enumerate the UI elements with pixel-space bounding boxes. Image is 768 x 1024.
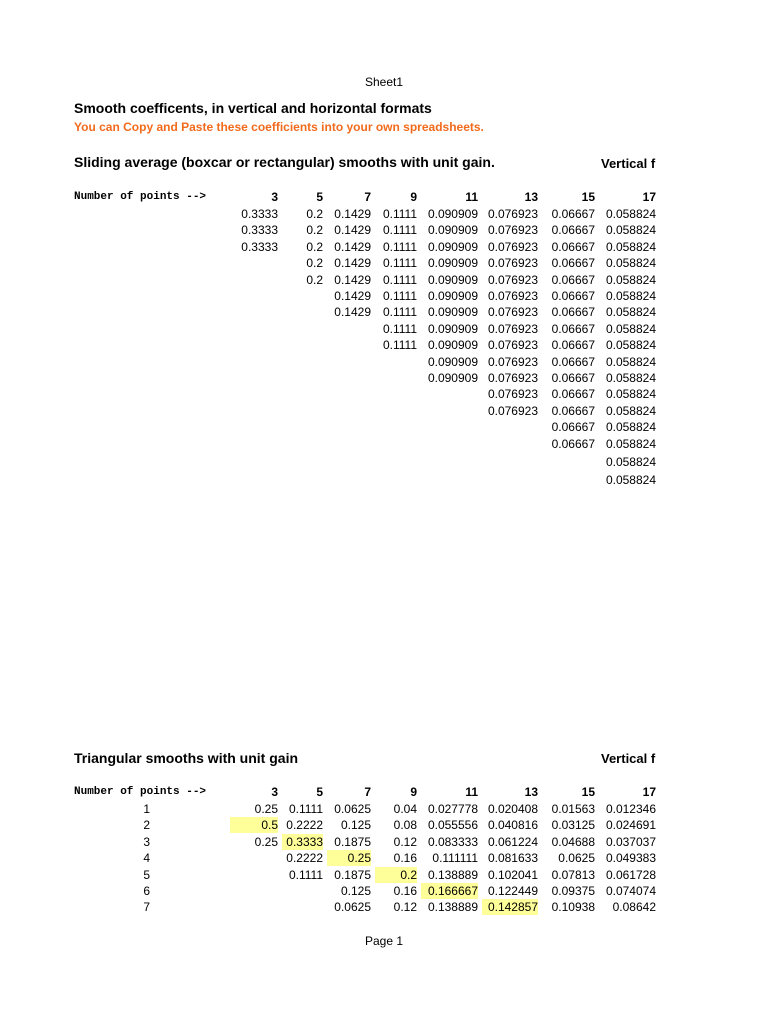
section2-cell: 0.04 xyxy=(393,802,417,816)
section2-cell xyxy=(282,883,323,899)
section1-cell: 0.090909 xyxy=(427,338,478,352)
section2-cell: 0.03125 xyxy=(551,818,595,832)
section2-header-17: 17 xyxy=(642,785,656,799)
section2-cell: 0.024691 xyxy=(605,818,656,832)
section2-cell: 0.01563 xyxy=(551,802,595,816)
section2-cell: 0.0625 xyxy=(334,802,371,816)
sheet-title: Sheet1 xyxy=(364,75,404,89)
section2-row-index: 6 xyxy=(143,884,150,898)
section1-cell: 0.090909 xyxy=(427,371,478,385)
section2-cell: 0.1875 xyxy=(334,868,371,882)
section1-cell: 0.058824 xyxy=(605,355,656,369)
section2-header-11: 11 xyxy=(465,785,478,799)
section1-cell: 0.1111 xyxy=(382,338,417,352)
section1-cell: 0.06667 xyxy=(551,273,595,287)
section1-cell: 0.058824 xyxy=(605,455,656,469)
section2-cell: 0.027778 xyxy=(427,802,478,816)
section1-cell: 0.090909 xyxy=(427,256,478,270)
section1-cell: 0.1111 xyxy=(382,223,417,237)
section2-cell: 0.055556 xyxy=(427,818,478,832)
section1-number-of-points-label: Number of points --> xyxy=(74,191,207,203)
section2-header-5: 5 xyxy=(316,785,323,799)
section1-cell: 0.1111 xyxy=(382,240,417,254)
section1-cell: 0.06667 xyxy=(551,437,595,451)
section2-cell: 0.020408 xyxy=(487,802,538,816)
section2-cell: 0.2222 xyxy=(286,818,323,832)
section1-cell: 0.090909 xyxy=(427,322,478,336)
section1-cell: 0.06667 xyxy=(551,289,595,303)
section1-cell: 0.1429 xyxy=(334,273,371,287)
section2-header-9: 9 xyxy=(410,785,417,799)
section2-vertical-label: Vertical f xyxy=(601,751,656,766)
section1-cell: 0.058824 xyxy=(605,256,656,270)
section1-header-3: 3 xyxy=(271,190,278,204)
section2-cell: 0.125 xyxy=(340,884,371,898)
section1-cell: 0.058824 xyxy=(605,371,656,385)
section2-cell: 0.1111 xyxy=(288,868,323,882)
section2-highlighted-cell: 0.2 xyxy=(375,867,417,883)
section2-highlighted-cell: 0.166667 xyxy=(421,883,478,899)
section2-number-of-points-label: Number of points --> xyxy=(74,786,207,798)
section1-cell: 0.06667 xyxy=(551,404,595,418)
section1-header-11: 11 xyxy=(465,190,478,204)
section2-cell: 0.25 xyxy=(254,802,278,816)
section1-cell: 0.076923 xyxy=(487,289,538,303)
section1-cell: 0.076923 xyxy=(487,256,538,270)
section1-cell: 0.058824 xyxy=(605,207,656,221)
section2-header-13: 13 xyxy=(524,785,538,799)
section2-row-index: 5 xyxy=(143,868,150,882)
page-footer: Page 1 xyxy=(364,934,404,948)
section2-cell xyxy=(230,883,278,899)
section2-row-index: 1 xyxy=(143,802,150,816)
section1-cell: 0.076923 xyxy=(487,338,538,352)
section2-cell: 0.061728 xyxy=(605,868,656,882)
section2-highlighted-cell: 0.25 xyxy=(327,850,371,866)
section1-cell: 0.090909 xyxy=(427,240,478,254)
section2-cell: 0.12 xyxy=(393,900,417,914)
section2-cell: 0.061224 xyxy=(487,835,538,849)
section1-cell: 0.1429 xyxy=(334,223,371,237)
section2-cell: 0.0625 xyxy=(558,851,595,865)
section1-cell: 0.3333 xyxy=(241,223,278,237)
section1-cell: 0.058824 xyxy=(605,437,656,451)
section2-highlighted-cell: 0.142857 xyxy=(482,899,538,915)
section1-cell: 0.1429 xyxy=(334,256,371,270)
section1-cell: 0.090909 xyxy=(427,355,478,369)
section2-cell: 0.040816 xyxy=(487,818,538,832)
main-heading: Smooth coefficents, in vertical and horizontal formats xyxy=(74,100,432,116)
section2-cell xyxy=(230,850,278,866)
section2-cell: 0.111111 xyxy=(432,851,478,865)
section2-row-index: 4 xyxy=(143,851,150,865)
section1-cell: 0.076923 xyxy=(487,223,538,237)
section2-cell: 0.102041 xyxy=(487,868,538,882)
section1-cell: 0.1429 xyxy=(334,207,371,221)
section1-cell: 0.076923 xyxy=(487,371,538,385)
section2-header-3: 3 xyxy=(271,785,278,799)
section1-cell: 0.058824 xyxy=(605,223,656,237)
section1-cell: 0.076923 xyxy=(487,207,538,221)
section1-cell: 0.2 xyxy=(306,223,323,237)
section1-cell: 0.076923 xyxy=(487,305,538,319)
section1-cell: 0.076923 xyxy=(487,273,538,287)
section1-cell: 0.3333 xyxy=(241,240,278,254)
section1-cell: 0.058824 xyxy=(605,289,656,303)
section2-cell xyxy=(230,899,278,915)
section2-cell: 0.04688 xyxy=(551,835,595,849)
section1-cell: 0.058824 xyxy=(605,273,656,287)
section1-cell: 0.1111 xyxy=(382,256,417,270)
section1-cell: 0.2 xyxy=(306,240,323,254)
section2-row-index: 3 xyxy=(143,835,150,849)
section1-cell: 0.058824 xyxy=(605,322,656,336)
section1-heading: Sliding average (boxcar or rectangular) smooths with unit gain. xyxy=(74,154,495,170)
section1-cell: 0.058824 xyxy=(605,240,656,254)
section1-cell: 0.06667 xyxy=(551,305,595,319)
section1-cell: 0.1111 xyxy=(382,305,417,319)
section2-cell: 0.138889 xyxy=(427,868,478,882)
section1-cell: 0.06667 xyxy=(551,240,595,254)
section1-cell: 0.1429 xyxy=(334,240,371,254)
section2-cell: 0.012346 xyxy=(605,802,656,816)
section2-heading: Triangular smooths with unit gain xyxy=(74,750,299,766)
section1-cell: 0.058824 xyxy=(605,404,656,418)
section2-cell: 0.09375 xyxy=(551,884,595,898)
section2-row-index: 7 xyxy=(143,900,150,914)
section1-cell: 0.058824 xyxy=(605,473,656,487)
section1-header-15: 15 xyxy=(581,190,595,204)
section1-cell: 0.2 xyxy=(306,207,323,221)
section2-cell: 0.083333 xyxy=(427,835,478,849)
section1-cell: 0.076923 xyxy=(487,322,538,336)
section1-cell: 0.3333 xyxy=(241,207,278,221)
section2-cell: 0.0625 xyxy=(334,900,371,914)
section2-row-index: 2 xyxy=(143,818,150,832)
section1-cell: 0.1111 xyxy=(382,322,417,336)
section2-cell: 0.081633 xyxy=(487,851,538,865)
section2-cell: 0.25 xyxy=(254,835,278,849)
section2-cell: 0.16 xyxy=(393,851,417,865)
section1-cell: 0.1111 xyxy=(382,289,417,303)
section1-vertical-label: Vertical f xyxy=(601,156,656,171)
section1-cell: 0.090909 xyxy=(427,305,478,319)
section1-cell: 0.090909 xyxy=(427,223,478,237)
section1-cell: 0.1111 xyxy=(382,207,417,221)
section1-cell: 0.06667 xyxy=(551,223,595,237)
section1-cell: 0.058824 xyxy=(605,338,656,352)
section1-cell: 0.06667 xyxy=(551,338,595,352)
section2-cell: 0.049383 xyxy=(605,851,656,865)
section2-cell: 0.122449 xyxy=(487,884,538,898)
section1-cell: 0.090909 xyxy=(427,273,478,287)
section2-cell xyxy=(282,899,323,915)
section1-header-17: 17 xyxy=(642,190,656,204)
section2-cell: 0.1111 xyxy=(288,802,323,816)
subtitle: You can Copy and Paste these coefficients into your own spreadsheets. xyxy=(74,120,484,134)
section1-cell: 0.06667 xyxy=(551,387,595,401)
section2-cell: 0.074074 xyxy=(605,884,656,898)
section1-cell: 0.1111 xyxy=(382,273,417,287)
section1-header-9: 9 xyxy=(410,190,417,204)
section1-cell: 0.06667 xyxy=(551,371,595,385)
section1-header-13: 13 xyxy=(524,190,538,204)
section1-cell: 0.076923 xyxy=(487,387,538,401)
section2-cell xyxy=(230,867,278,883)
section1-cell: 0.06667 xyxy=(551,256,595,270)
section1-cell: 0.090909 xyxy=(427,207,478,221)
section2-cell: 0.08 xyxy=(393,818,417,832)
section1-cell: 0.1429 xyxy=(334,289,371,303)
section1-cell: 0.1429 xyxy=(334,305,371,319)
section1-cell: 0.058824 xyxy=(605,305,656,319)
section1-cell: 0.058824 xyxy=(605,420,656,434)
section1-cell: 0.076923 xyxy=(487,404,538,418)
section1-cell: 0.090909 xyxy=(427,289,478,303)
section2-cell: 0.12 xyxy=(393,835,417,849)
section2-cell: 0.16 xyxy=(393,884,417,898)
section2-cell: 0.2222 xyxy=(286,851,323,865)
section2-cell: 0.1875 xyxy=(334,835,371,849)
section1-cell: 0.06667 xyxy=(551,322,595,336)
section2-cell: 0.08642 xyxy=(612,900,656,914)
section2-cell: 0.037037 xyxy=(605,835,656,849)
section2-highlighted-cell: 0.3333 xyxy=(282,834,323,850)
section1-header-7: 7 xyxy=(364,190,371,204)
section1-cell: 0.2 xyxy=(306,256,323,270)
section2-cell: 0.125 xyxy=(340,818,371,832)
section2-cell: 0.10938 xyxy=(551,900,595,914)
section1-cell: 0.076923 xyxy=(487,240,538,254)
section1-cell: 0.06667 xyxy=(551,355,595,369)
section1-cell: 0.06667 xyxy=(551,420,595,434)
section1-cell: 0.06667 xyxy=(551,207,595,221)
section2-cell: 0.07813 xyxy=(551,868,595,882)
section2-header-7: 7 xyxy=(364,785,371,799)
section2-header-15: 15 xyxy=(581,785,595,799)
section1-cell: 0.058824 xyxy=(605,387,656,401)
section1-header-5: 5 xyxy=(316,190,323,204)
section2-highlighted-cell: 0.5 xyxy=(230,817,278,833)
section1-cell: 0.2 xyxy=(306,273,323,287)
section2-cell: 0.138889 xyxy=(427,900,478,914)
section1-cell: 0.076923 xyxy=(487,355,538,369)
